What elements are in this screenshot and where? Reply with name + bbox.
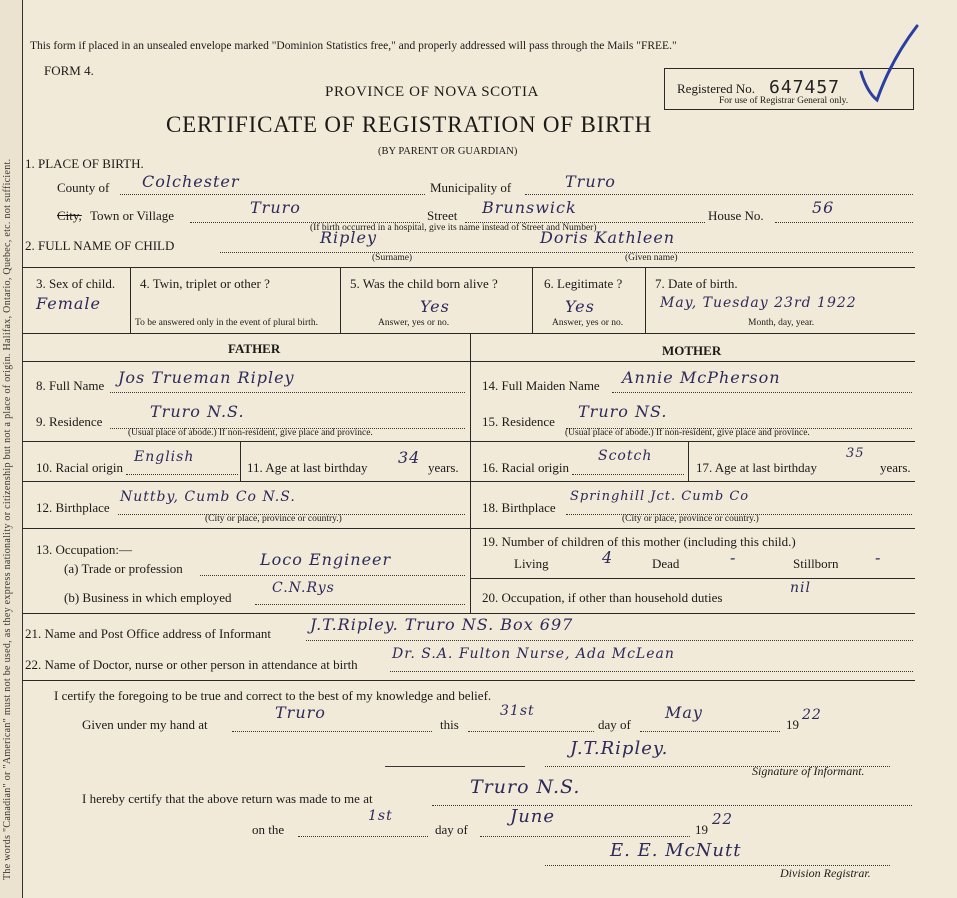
father-birthplace: Nuttby, Cumb Co N.S. bbox=[120, 489, 296, 505]
city-struck-label: City, bbox=[57, 208, 82, 223]
page-title: CERTIFICATE OF REGISTRATION OF BIRTH bbox=[166, 112, 653, 137]
registered-number: 647457 bbox=[769, 77, 841, 98]
mother-birthplace-label: 18. Birthplace bbox=[482, 500, 556, 515]
children-label: 19. Number of children of this mother (including this child.) bbox=[482, 534, 796, 549]
checkmark-icon bbox=[855, 20, 925, 110]
informant-label: 21. Name and Post Office address of Informant bbox=[25, 626, 271, 641]
sex-label: 3. Sex of child. bbox=[36, 276, 116, 291]
alive-label: 5. Was the child born alive ? bbox=[350, 276, 498, 291]
margin-note: The words "Canadian" or "American" must not be used, as they express nationality or citizenship but not a place of origin. Halifax, Ontario, Quebec, etc. not sufficient. bbox=[2, 158, 13, 880]
page-subtitle: (BY PARENT OR GUARDIAN) bbox=[378, 146, 518, 157]
stillborn-value: - bbox=[875, 548, 882, 567]
given-label: Given under my hand at bbox=[82, 717, 208, 732]
certify-year: 22 bbox=[802, 707, 822, 723]
stillborn-label: Stillborn bbox=[793, 556, 839, 571]
mother-occupation-label: 20. Occupation, if other than household duties bbox=[482, 590, 723, 605]
mother-name: Annie McPherson bbox=[622, 368, 781, 387]
legitimate-value: Yes bbox=[565, 297, 595, 316]
mother-years: years. bbox=[880, 460, 911, 475]
twin-label: 4. Twin, triplet or other ? bbox=[140, 276, 270, 291]
street-value: Brunswick bbox=[482, 198, 577, 217]
mother-birthplace: Springhill Jct. Cumb Co bbox=[570, 489, 750, 504]
place-of-birth-heading: 1. PLACE OF BIRTH. bbox=[25, 156, 144, 171]
house-label: House No. bbox=[708, 208, 764, 223]
mother-age-label: 17. Age at last birthday bbox=[696, 460, 817, 475]
father-residence-label: 9. Residence bbox=[36, 414, 103, 429]
registrar-year: 22 bbox=[712, 810, 734, 828]
father-name-label: 8. Full Name bbox=[36, 378, 105, 393]
registrar-month: June bbox=[510, 806, 556, 827]
dead-value: - bbox=[730, 548, 737, 567]
father-trade-label: (a) Trade or profession bbox=[64, 561, 183, 576]
municipality-label: Municipality of bbox=[430, 180, 512, 195]
left-margin bbox=[0, 0, 23, 898]
mother-heading: MOTHER bbox=[662, 343, 722, 358]
sex-value: Female bbox=[36, 294, 101, 313]
this-label: this bbox=[440, 717, 459, 732]
on-label: on the bbox=[252, 822, 285, 837]
doctor-label: 22. Name of Doctor, nurse or other person in attendance at birth bbox=[25, 657, 358, 672]
registrar-day: 1st bbox=[368, 808, 393, 824]
father-age-label: 11. Age at last birthday bbox=[247, 460, 368, 475]
form-number: FORM 4. bbox=[44, 63, 94, 78]
county-value: Colchester bbox=[142, 172, 240, 191]
father-trade: Loco Engineer bbox=[260, 550, 392, 569]
father-name: Jos Trueman Ripley bbox=[118, 368, 295, 387]
surname-caption: (Surname) bbox=[372, 253, 413, 263]
living-label: Living bbox=[514, 556, 549, 571]
father-years: years. bbox=[428, 460, 459, 475]
registrar-statement: I hereby certify that the above return was made to me at bbox=[82, 791, 373, 806]
mother-occupation: nil bbox=[790, 580, 811, 596]
mother-residence: Truro NS. bbox=[578, 402, 668, 421]
date-label: 7. Date of birth. bbox=[655, 276, 738, 291]
father-business: C.N.Rys bbox=[272, 580, 335, 596]
living-value: 4 bbox=[602, 548, 614, 567]
legitimate-note: Answer, yes or no. bbox=[552, 318, 624, 328]
father-business-label: (b) Business in which employed bbox=[64, 590, 232, 605]
given-place: Truro bbox=[275, 703, 326, 722]
registrar-signature: E. E. McNutt bbox=[610, 840, 742, 861]
certify-day: 31st bbox=[500, 703, 535, 719]
father-age: 34 bbox=[398, 448, 421, 467]
twin-note: To be answered only in the event of plural birth. bbox=[135, 318, 318, 328]
mother-birthplace-note: (City or place, province or country.) bbox=[622, 514, 759, 524]
alive-value: Yes bbox=[420, 297, 450, 316]
mother-age: 35 bbox=[846, 446, 865, 461]
dead-label: Dead bbox=[652, 556, 680, 571]
child-surname: Ripley bbox=[320, 228, 378, 247]
registrar-caption: Division Registrar. bbox=[780, 866, 871, 880]
doctor-value: Dr. S.A. Fulton Nurse, Ada McLean bbox=[392, 646, 675, 662]
mother-racial-label: 16. Racial origin bbox=[482, 460, 570, 475]
town-label: Town or Village bbox=[90, 208, 174, 223]
informant-signature: J.T.Ripley. bbox=[570, 738, 669, 759]
certify-day-of-label: day of bbox=[598, 717, 631, 732]
registrar-place: Truro N.S. bbox=[470, 776, 581, 798]
certify-year-prefix: 19 bbox=[786, 717, 799, 732]
date-value: May, Tuesday 23rd 1922 bbox=[660, 295, 857, 311]
child-name-label: 2. FULL NAME OF CHILD bbox=[25, 238, 175, 253]
father-residence: Truro N.S. bbox=[150, 402, 245, 421]
father-racial-label: 10. Racial origin bbox=[36, 460, 124, 475]
signature-caption: Signature of Informant. bbox=[752, 764, 865, 778]
mother-residence-label: 15. Residence bbox=[482, 414, 555, 429]
registrar-day-of-label: day of bbox=[435, 822, 468, 837]
certify-month: May bbox=[665, 703, 703, 722]
given-caption: (Given name) bbox=[625, 253, 678, 263]
municipality-value: Truro bbox=[565, 172, 616, 191]
registrar-year-prefix: 19 bbox=[695, 822, 708, 837]
date-note: Month, day, year. bbox=[748, 318, 815, 328]
mailing-note: This form if placed in an unsealed envelope marked "Dominion Statistics free," and properly addressed will pass through the Mails "FREE." bbox=[30, 40, 677, 52]
registered-label: Registered No. bbox=[677, 81, 755, 96]
legitimate-label: 6. Legitimate ? bbox=[544, 276, 623, 291]
child-given-name: Doris Kathleen bbox=[540, 228, 676, 247]
father-occupation-label: 13. Occupation:— bbox=[36, 542, 133, 557]
father-racial: English bbox=[134, 449, 195, 465]
informant-value: J.T.Ripley. Truro NS. Box 697 bbox=[310, 615, 574, 634]
hospital-note: (If birth occurred in a hospital, give its name instead of Street and Number) bbox=[310, 223, 597, 233]
house-value: 56 bbox=[812, 198, 835, 217]
alive-note: Answer, yes or no. bbox=[378, 318, 450, 328]
registered-note: For use of Registrar General only. bbox=[719, 96, 849, 106]
father-residence-note: (Usual place of abode.) If non-resident, give place and province. bbox=[128, 428, 373, 438]
mother-name-label: 14. Full Maiden Name bbox=[482, 378, 600, 393]
father-birthplace-label: 12. Birthplace bbox=[36, 500, 110, 515]
mother-racial: Scotch bbox=[598, 448, 653, 464]
street-label: Street bbox=[427, 208, 458, 223]
father-birthplace-note: (City or place, province or country.) bbox=[205, 514, 342, 524]
county-label: County of bbox=[57, 180, 110, 195]
town-value: Truro bbox=[250, 198, 301, 217]
province-heading: PROVINCE OF NOVA SCOTIA bbox=[325, 84, 539, 100]
certify-statement: I certify the foregoing to be true and correct to the best of my knowledge and belief. bbox=[54, 688, 492, 703]
mother-residence-note: (Usual place of abode.) If non-resident, give place and province. bbox=[565, 428, 810, 438]
father-heading: FATHER bbox=[228, 341, 281, 356]
